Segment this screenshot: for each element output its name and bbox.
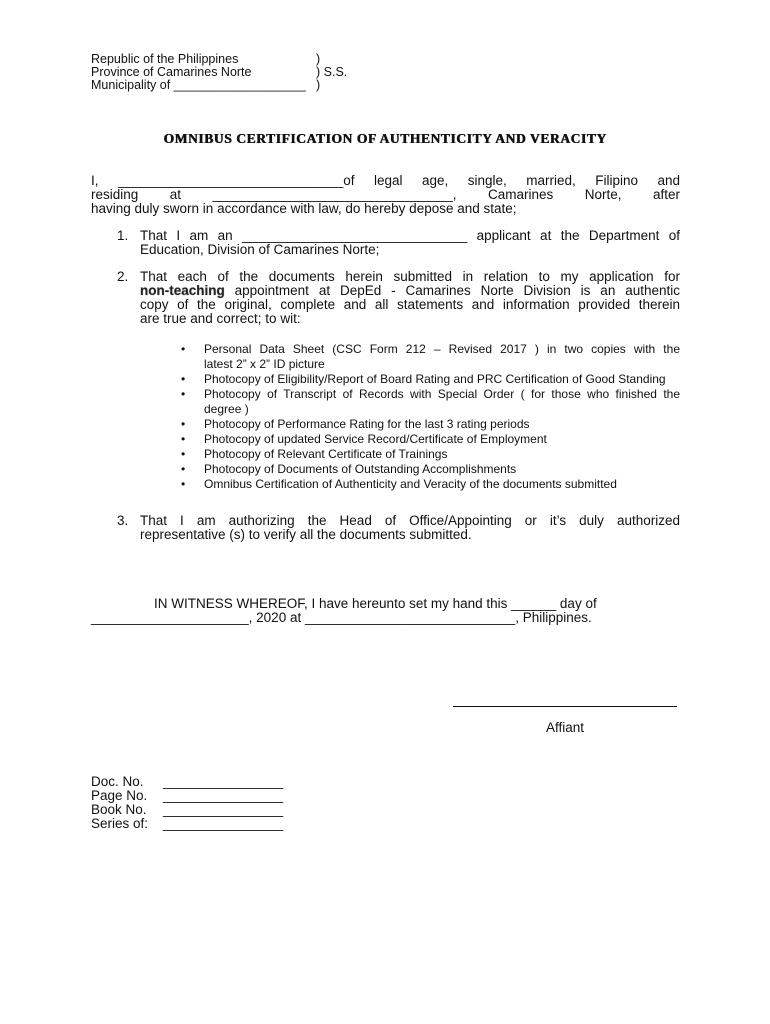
series-row — [91, 817, 283, 831]
page-value: ________________ — [163, 788, 284, 803]
intro-line-3: having duly sworn in accordance with law, do hereby depose and state; — [91, 201, 517, 216]
list-item-text: Photocopy of Relevant Certificate of Trainings — [204, 447, 448, 461]
list-item-text-cont: degree ) — [204, 402, 249, 416]
document-title: OMNIBUS CERTIFICATION OF AUTHENTICITY AND VERACITY — [163, 131, 607, 146]
header-paren: ) — [316, 78, 321, 92]
intro-line-2: residing at ________________________________, Camarines Norte, after — [91, 187, 680, 202]
bullet-icon: • — [181, 372, 186, 386]
item-3-line-1: That I am authorizing the Head of Office/Appointing or it’s duly authorized — [140, 513, 680, 528]
doc-row — [91, 775, 283, 789]
list-item-text: Photocopy of Documents of Outstanding Accomplishments — [204, 462, 517, 476]
item-2-line-4: are true and correct; to wit: — [140, 311, 301, 326]
witness-line-1: IN WITNESS WHEREOF, I have hereunto set my hand this ______ day of — [154, 596, 597, 611]
list-item-text-cont: latest 2” x 2” ID picture — [204, 357, 325, 371]
venue-header — [91, 53, 347, 92]
list-item-text: Photocopy of Performance Rating for the last 3 rating periods — [204, 417, 530, 431]
list-item — [180, 387, 680, 417]
list-item — [180, 417, 680, 432]
bullet-icon: • — [181, 342, 186, 356]
header-republic: Republic of the Philippines — [91, 52, 239, 66]
list-item — [180, 477, 680, 492]
documents-list — [180, 342, 680, 492]
header-ss: ) S.S. — [316, 65, 348, 79]
item-1-line-1: That I am an ______________________________ applicant at the Department of — [140, 228, 680, 243]
notarial-register-block — [91, 775, 283, 831]
doc-label: Doc. No. — [91, 774, 144, 789]
item-2-line-1: That each of the documents herein submitted in relation to my application for — [140, 269, 680, 284]
bullet-icon: • — [181, 447, 186, 461]
item-3-number: 3. — [117, 513, 129, 528]
book-row — [91, 803, 283, 817]
header-province: Province of Camarines Norte — [91, 65, 252, 79]
witness-line-2: _____________________, 2020 at ____________________________, Philippines. — [91, 610, 592, 625]
item-1-line-2: Education, Division of Camarines Norte; — [140, 242, 380, 257]
affiant-signature-line — [453, 706, 677, 707]
intro-line-1: I, ______________________________of legal age, single, married, Filipino and — [91, 173, 680, 188]
book-label: Book No. — [91, 802, 147, 817]
page-label: Page No. — [91, 788, 148, 803]
header-line-municipality — [91, 79, 347, 92]
item-1-number: 1. — [117, 228, 129, 243]
list-item — [180, 447, 680, 462]
doc-value: ________________ — [163, 774, 284, 789]
list-item-text: Photocopy of Eligibility/Report of Board Rating and PRC Certification of Good Standing — [204, 372, 666, 386]
book-value: ________________ — [163, 802, 284, 817]
list-item-text: Photocopy of Transcript of Records with Special Order ( for those who finished the — [204, 387, 680, 401]
list-item-text: Photocopy of updated Service Record/Certificate of Employment — [204, 432, 547, 446]
item-2-number: 2. — [117, 269, 129, 284]
list-item-text: Omnibus Certification of Authenticity and Veracity of the documents submitted — [204, 477, 617, 491]
series-value: ________________ — [163, 816, 284, 831]
header-paren: ) — [316, 52, 321, 66]
bullet-icon: • — [181, 462, 186, 476]
bullet-icon: • — [181, 477, 186, 491]
bullet-icon: • — [181, 417, 186, 431]
affiant-label: Affiant — [545, 720, 585, 735]
item-2-line-3: copy of the original, complete and all statements and information provided therein — [140, 297, 680, 312]
item-2-line-2-rest: appointment at DepEd - Camarines Norte Division is an authentic — [224, 283, 680, 298]
list-item — [180, 432, 680, 447]
list-item-text: Personal Data Sheet (CSC Form 212 – Revised 2017 ) in two copies with the — [204, 342, 680, 356]
list-item — [180, 462, 680, 477]
list-item — [180, 342, 680, 372]
bullet-icon: • — [181, 432, 186, 446]
list-item — [180, 372, 680, 387]
page-row — [91, 789, 283, 803]
series-label: Series of: — [91, 816, 149, 831]
bullet-icon: • — [181, 387, 186, 401]
item-3-line-2: representative (s) to verify all the documents submitted. — [140, 527, 472, 542]
header-municipality: Municipality of ___________________ — [91, 78, 306, 92]
non-teaching-highlight: non-teaching — [140, 283, 225, 298]
